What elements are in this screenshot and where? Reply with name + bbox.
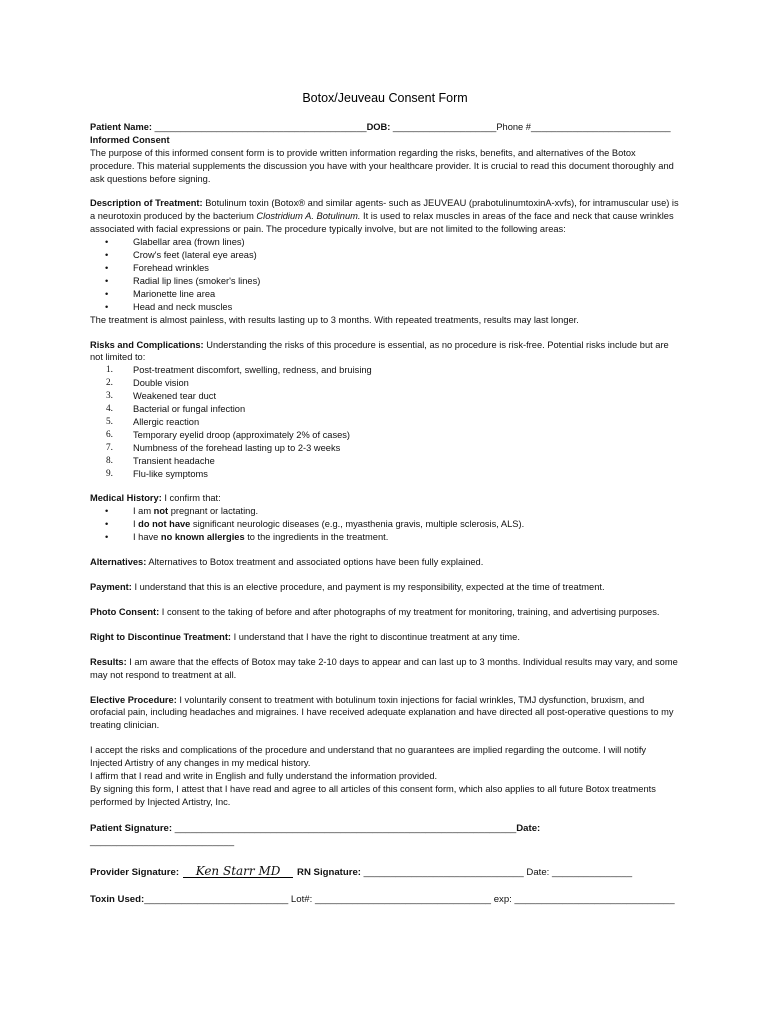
provider-signature-field[interactable]: Ken Starr MD — [183, 865, 293, 878]
list-item — [90, 518, 680, 531]
list-text: Bacterial or fungal infection — [133, 404, 246, 415]
dob-label: DOB: — [366, 121, 391, 132]
list-number: 3. — [106, 391, 113, 402]
list-text: Temporary eyelid droop (approximately 2% of cases) — [133, 429, 351, 440]
medical-history-intro: I confirm that: — [161, 493, 221, 504]
list-item: • Crow's feet (lateral eye areas) — [90, 249, 680, 262]
medical-history-list — [90, 505, 680, 544]
acceptance-line-1: I accept the risks and complications of the procedure and understand that no guarantees are implied regarding the outcome. I will notify Injected Artistry of any changes in my medical history. — [90, 745, 647, 769]
description-text-b: It is used to relax muscles in areas of the face and neck that cause wrinkles associated with facial expressions or pain. The procedure typically involve, but are not limited to the following areas: — [90, 211, 674, 235]
patient-signature-row — [90, 823, 680, 849]
patient-signature-label: Patient Signature: — [90, 822, 173, 834]
list-text: Allergic reaction — [133, 416, 200, 427]
lot-field[interactable]: _________________________________ — [312, 893, 492, 905]
acceptance-line-3: By signing this form, I attest that I have read and agree to all articles of this consent form, which also applies to all future Botox treatments performed by Injected Artistry, Inc. — [90, 783, 656, 807]
list-number: 9. — [106, 468, 113, 479]
discontinue-label: Right to Discontinue Treatment: — [90, 631, 232, 642]
patient-info-line — [90, 121, 680, 134]
medical-history-label: Medical History: — [90, 493, 162, 504]
list-number: 6. — [106, 429, 113, 440]
risks-section — [90, 339, 680, 481]
toxin-field[interactable]: ___________________________ — [144, 893, 289, 905]
risks-intro: Understanding the risks of this procedure is essential, as no procedure is risk-free. Potential risks include but are not limited to: — [90, 339, 669, 363]
list-item — [90, 442, 680, 455]
list-item — [90, 468, 680, 481]
mh-emphasis: not — [153, 506, 169, 517]
form-title: Botox/Jeuveau Consent Form — [302, 91, 468, 105]
results-label: Results: — [90, 656, 127, 667]
elective-text: I voluntarily consent to treatment with botulinum toxin injections for facial wrinkles, TMJ dysfunction, bruxism, and orofacial pain, including headaches and migraines. I have received adequate explanation and have directed all post-operative questions to my treating clinician. — [90, 694, 674, 731]
exp-field[interactable]: ______________________________ — [511, 893, 675, 905]
payment-label: Payment: — [90, 582, 132, 592]
acceptance-line-2: I affirm that I read and write in English and fully understand the information provided. — [90, 771, 438, 782]
toxin-row — [90, 894, 680, 907]
mh-text: pregnant or lactating. — [168, 506, 259, 517]
list-text: Transient headache — [133, 455, 215, 466]
rn-signature-label: RN Signature: — [297, 866, 361, 878]
results-text: I am aware that the effects of Botox may take 2-10 days to appear and can last up to 3 months. Individual results may vary, and some may not respond to treatment at all. — [90, 656, 678, 680]
mh-text: I have — [133, 532, 161, 543]
mh-text: I am — [133, 506, 154, 517]
list-number: 7. — [106, 442, 113, 453]
patient-name-label: Patient Name: — [90, 121, 152, 132]
list-item — [90, 531, 680, 544]
alternatives-text: Alternatives to Botox treatment and associated options have been fully explained. — [146, 557, 484, 568]
list-number: 1. — [106, 365, 113, 376]
risks-text — [90, 339, 680, 365]
lot-label: Lot#: — [288, 893, 313, 905]
provider-signature-row — [90, 865, 680, 880]
patient-date-field[interactable]: ___________________________ — [90, 835, 235, 847]
alternatives-section — [90, 556, 680, 569]
list-text: Flu-like symptoms — [133, 468, 208, 479]
informed-consent-text: The purpose of this informed consent form is to provide written information regarding the risks, benefits, and alternatives of the Botox procedure. This material supplements the discussion you have with your healthcare provider. It is crucial to read this document thoroughly and ask questions before signing. — [90, 147, 674, 184]
list-text: Post-treatment discomfort, swelling, redness, and bruising — [133, 365, 372, 376]
patient-signature-field[interactable]: ________________________________________________________________ — [172, 822, 517, 834]
list-item: • Glabellar area (frown lines) — [90, 236, 680, 249]
photo-consent-section — [90, 606, 680, 619]
list-item — [90, 390, 680, 403]
patient-name-field[interactable]: _________________________________________ — [152, 121, 367, 132]
photo-consent-label: Photo Consent: — [90, 606, 160, 617]
results-section — [90, 656, 680, 682]
list-item — [90, 455, 680, 468]
list-text: Numbness of the forehead lasting up to 2-3 weeks — [133, 442, 341, 453]
description-text — [90, 197, 680, 236]
provider-signature-label: Provider Signature: — [90, 866, 180, 878]
payment-text: I understand that this is an elective procedure, and payment is my responsibility, expected at the time of treatment. — [131, 582, 605, 592]
list-item — [90, 429, 680, 442]
list-item: • Head and neck muscles — [90, 301, 680, 314]
consent-form-page — [90, 92, 680, 906]
list-number: 4. — [106, 404, 113, 415]
mh-text: significant neurologic diseases (e.g., myasthenia gravis, multiple sclerosis, ALS). — [190, 519, 525, 530]
informed-consent-heading: Informed Consent — [90, 134, 170, 145]
rn-date-field[interactable]: _______________ — [549, 866, 633, 878]
discontinue-section — [90, 631, 680, 644]
list-item: • Forehead wrinkles — [90, 262, 680, 275]
payment-section — [90, 581, 680, 594]
description-after: The treatment is almost painless, with results lasting up to 3 months. With repeated treatments, results may last longer. — [90, 314, 579, 325]
bacterium-name: Clostridium A. Botulinum. — [256, 211, 361, 222]
list-text: Weakened tear duct — [133, 391, 217, 402]
treatment-areas-list — [90, 236, 680, 313]
mh-text: I — [133, 519, 139, 530]
description-label: Description of Treatment: — [90, 198, 203, 209]
mh-emphasis: do not have — [138, 519, 191, 530]
list-item — [90, 377, 680, 390]
risks-label: Risks and Complications: — [90, 339, 204, 350]
mh-text: to the ingredients in the treatment. — [244, 532, 389, 543]
risks-list — [90, 364, 680, 480]
photo-consent-text: I consent to the taking of before and after photographs of my treatment for monitoring, training, and advertising purposes. — [159, 606, 660, 617]
rn-date-label: Date: — [526, 866, 550, 878]
phone-field[interactable]: ___________________________ — [530, 121, 671, 132]
list-number: 8. — [106, 455, 113, 466]
list-item — [90, 416, 680, 429]
list-number: 5. — [106, 416, 113, 427]
phone-label: Phone # — [496, 121, 531, 132]
description-section — [90, 197, 680, 326]
acceptance-section — [90, 744, 680, 809]
exp-label: exp: — [491, 893, 512, 905]
list-number: 2. — [106, 378, 113, 389]
list-text: Double vision — [133, 378, 189, 389]
medical-history-section — [90, 492, 680, 544]
list-item — [90, 505, 680, 518]
list-item: • Radial lip lines (smoker's lines) — [90, 275, 680, 288]
list-item — [90, 364, 680, 377]
rn-signature-field[interactable]: ______________________________ — [361, 866, 524, 878]
mh-emphasis: no known allergies — [160, 532, 245, 543]
description-text-a: Botulinum toxin (Botox® and similar agents- such as JEUVEAU (prabotulinumtoxinA-xvfs), for intramuscular use) is a neurotoxin produced by the bacterium — [90, 198, 679, 222]
dob-field[interactable]: ____________________ — [390, 121, 497, 132]
toxin-label: Toxin Used: — [90, 893, 145, 905]
elective-label: Elective Procedure: — [90, 694, 177, 705]
patient-date-label: Date: — [516, 822, 541, 834]
elective-section — [90, 694, 680, 733]
list-item — [90, 403, 680, 416]
discontinue-text: I understand that I have the right to discontinue treatment at any time. — [231, 631, 520, 642]
medical-history-text — [90, 492, 680, 505]
list-item: • Marionette line area — [90, 288, 680, 301]
alternatives-label: Alternatives: — [90, 557, 147, 568]
